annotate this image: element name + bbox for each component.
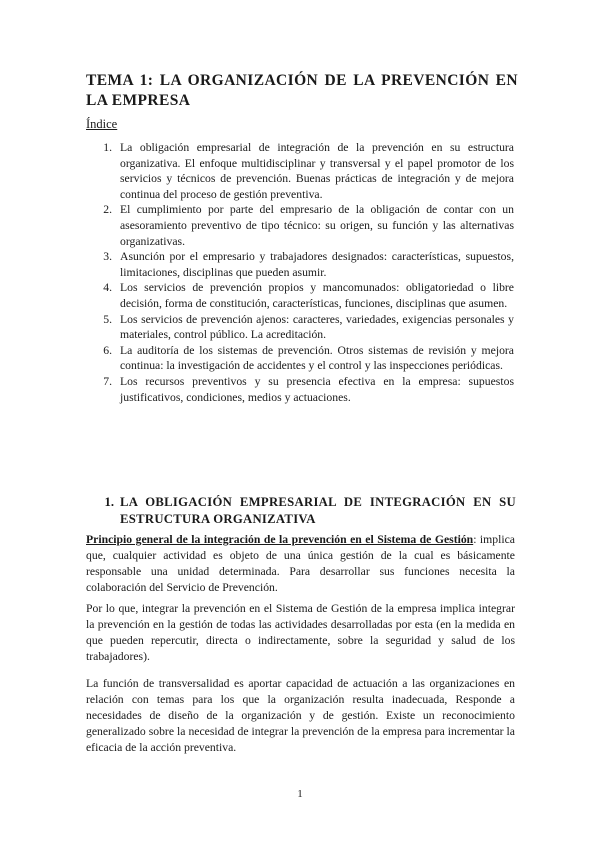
principle-text: : implica que, cualquier actividad es objeto de una única gestión de la cual es básicamente responsable una unidad determinada. Para desarrollar sus funciones necesita la colaboración del Servicio de Prevención. (86, 533, 515, 594)
index-item (86, 312, 514, 343)
index-item-text: Los servicios de prevención ajenos: caracteres, variedades, exigencias personales y materiales, control público. La acreditación. (120, 312, 514, 342)
index-list (86, 140, 514, 405)
document-title: TEMA 1: LA ORGANIZACIÓN DE LA PREVENCIÓN EN LA EMPRESA (86, 72, 518, 109)
section-title: LA OBLIGACIÓN EMPRESARIAL DE INTEGRACIÓN EN SU ESTRUCTURA ORGANIZATIVA (120, 495, 516, 526)
section-number: 1. (104, 495, 114, 509)
index-item (86, 249, 514, 280)
index-item-text: Los servicios de prevención propios y mancomunados: obligatoriedad o libre decisión, forma de constitución, características, funciones, disciplinas que asumen. (120, 281, 514, 310)
index-item-text: La obligación empresarial de integración de la prevención en su estructura organizativa. El enfoque multidisciplinar y transversal y el papel promotor de los servicios y técnicos de prevención. Buenas prácticas de integración y de mejora continua del proceso de gestión preventiva. (120, 141, 514, 201)
paragraph-integration: Por lo que, integrar la prevención en el Sistema de Gestión de la empresa implica integrar la prevención en la gestión de todas las actividades desarrolladas por esta (en la medida en que pueden repercutir, directa o indirectamente, sobre la seguridad y salud de los trabajadores). (86, 602, 515, 663)
index-item-text: Los recursos preventivos y su presencia efectiva en la empresa: supuestos justificativos, condiciones, medios y actuaciones. (120, 374, 514, 404)
index-item (86, 140, 514, 202)
index-item-number: 3. (103, 250, 112, 264)
section-heading (86, 494, 516, 528)
index-item-text: Asunción por el empresario y trabajadores designados: características, supuestos, limitaciones, disciplinas que pueden asumir. (120, 250, 514, 279)
page-number: 1 (297, 788, 303, 800)
index-label: Índice (86, 117, 118, 131)
index-item (86, 374, 514, 405)
index-item-number: 5. (103, 312, 112, 326)
paragraph-transversality: La función de transversalidad es aportar capacidad de actuación a las organizaciones en relación con temas para los que la organización resulta inadecuada, Responde a necesidades de diseño de la organización y de gestión. Existe un reconocimiento generalizado sobre la necesidad de integrar la prevención de la empresa para incrementar la eficacia de la acción preventiva. (86, 677, 515, 754)
index-item-number: 6. (103, 343, 112, 357)
index-item (86, 280, 514, 311)
index-item-text: El cumplimiento por parte del empresario de la obligación de contar con un asesoramiento preventivo de tipo técnico: su origen, su función y las alternativas organizativas. (120, 203, 514, 248)
index-item-number: 7. (103, 374, 112, 388)
index-item (86, 202, 514, 249)
index-item-number: 2. (103, 203, 112, 217)
principle-lead: Principio general de la integración de la prevención en el Sistema de Gestión (86, 533, 474, 546)
index-item-number: 1. (103, 141, 112, 154)
index-item (86, 343, 514, 374)
index-item-text: La auditoría de los sistemas de prevención. Otros sistemas de revisión y mejora continua: la investigación de accidentes y el control y las inspecciones periódicas. (120, 343, 514, 373)
index-item-number: 4. (103, 281, 112, 295)
paragraph-principle (86, 532, 515, 596)
